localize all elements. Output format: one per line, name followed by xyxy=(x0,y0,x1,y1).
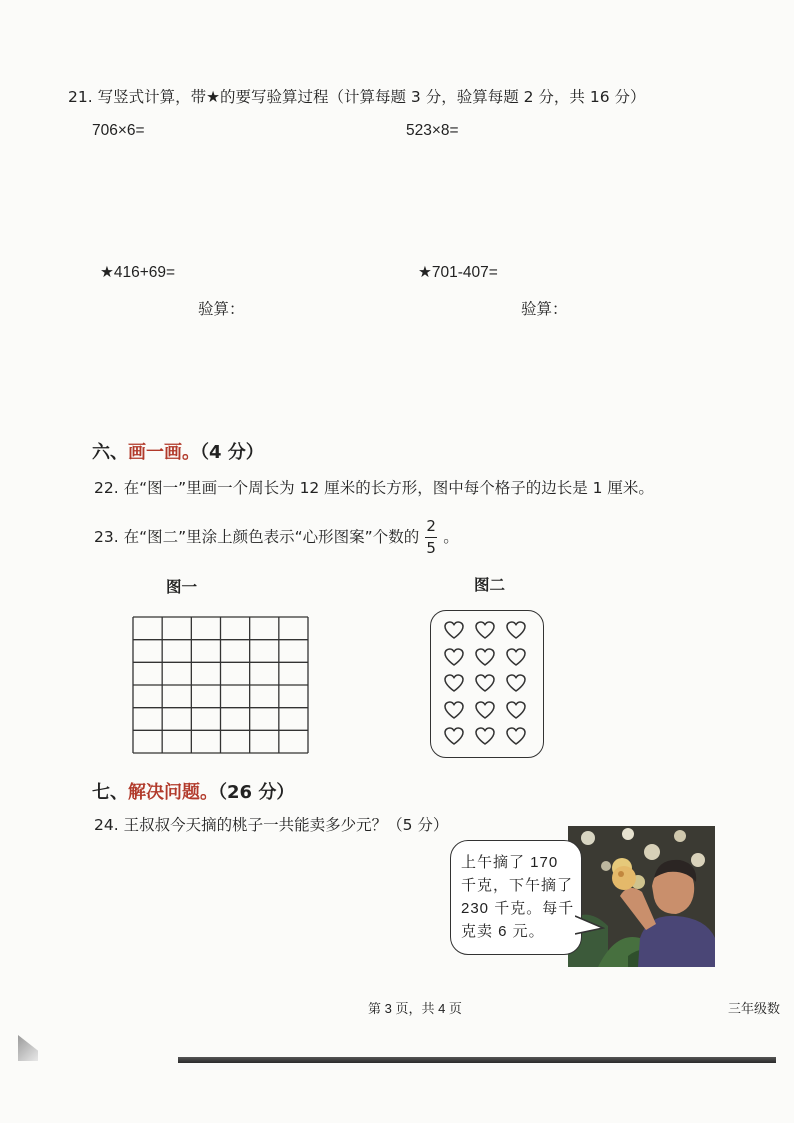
q21-check-label-1: 验算： xyxy=(198,300,245,318)
heart-icon[interactable] xyxy=(506,727,526,745)
heart-icon[interactable] xyxy=(506,648,526,666)
q21-problem-1: 706×6= xyxy=(92,122,145,139)
q21-title: 21. 写竖式计算，带★的要写验算过程（计算每题 3 分，验算每题 2 分，共 16 分） xyxy=(68,88,646,106)
heart-icon[interactable] xyxy=(444,674,464,692)
heart-icon[interactable] xyxy=(475,621,495,639)
farmer-illustration xyxy=(568,826,715,967)
fraction-bar xyxy=(425,537,437,538)
q22-text: 22. 在“图一”里画一个周长为 12 厘米的长方形，图中每个格子的边长是 1 厘米。 xyxy=(94,479,654,497)
heart-icon[interactable] xyxy=(475,701,495,719)
q21-problem-2: 523×8= xyxy=(406,122,459,139)
section-7-heading xyxy=(92,778,294,804)
heart-icon[interactable] xyxy=(506,621,526,639)
figure-1-grid[interactable] xyxy=(132,616,309,754)
heart-icon[interactable] xyxy=(475,674,495,692)
q21-check-label-2: 验算： xyxy=(521,300,568,318)
bubble-tail xyxy=(575,912,605,938)
section-6-prefix: 六、 xyxy=(92,442,128,463)
q21-problem-3: ★416+69= xyxy=(100,264,176,281)
farmer-picture xyxy=(568,826,715,967)
q23-text xyxy=(94,519,459,556)
scan-shadow-decoration xyxy=(18,1035,38,1061)
section-7-score: （26 分） xyxy=(218,782,295,803)
q23-fraction xyxy=(425,519,437,556)
footer-scan-line xyxy=(178,1057,776,1063)
footer-grade: 三年级数 xyxy=(728,1001,781,1016)
heart-icon[interactable] xyxy=(506,674,526,692)
q23-after: 。 xyxy=(443,528,459,547)
figure-1-label: 图一 xyxy=(166,578,198,596)
section-7-prefix: 七、 xyxy=(92,782,128,803)
heart-icon[interactable] xyxy=(444,727,464,745)
heart-icon[interactable] xyxy=(506,701,526,719)
bubble-line-2: 千克，下午摘了 xyxy=(461,877,574,894)
speech-bubble xyxy=(450,840,582,955)
section-6-title: 画一画。 xyxy=(128,442,200,463)
bubble-line-1: 上午摘了 170 xyxy=(461,854,559,871)
heart-icon[interactable] xyxy=(444,648,464,666)
section-7-title: 解决问题。 xyxy=(128,782,218,803)
section-6-heading xyxy=(92,438,264,464)
grid-svg xyxy=(132,616,309,754)
figure-2-label: 图二 xyxy=(474,576,506,594)
q23-denominator: 5 xyxy=(426,539,436,557)
heart-icon[interactable] xyxy=(475,727,495,745)
q24-text: 24. 王叔叔今天摘的桃子一共能卖多少元？（5 分） xyxy=(94,816,449,834)
figure-2-hearts-box[interactable] xyxy=(430,610,544,758)
q23-before: 23. 在“图二”里涂上颜色表示“心形图案”个数的 xyxy=(94,528,420,547)
heart-icon[interactable] xyxy=(444,701,464,719)
heart-icon[interactable] xyxy=(444,621,464,639)
q21-problem-4: ★701-407= xyxy=(418,264,498,281)
footer-page-number: 第 3 页，共 4 页 xyxy=(368,1001,462,1016)
bubble-line-3: 230 千克。每千 xyxy=(461,900,575,917)
q23-numerator: 2 xyxy=(426,517,436,535)
section-6-score: （4 分） xyxy=(200,442,264,463)
heart-icon[interactable] xyxy=(475,648,495,666)
bubble-line-4: 克卖 6 元。 xyxy=(461,923,545,940)
